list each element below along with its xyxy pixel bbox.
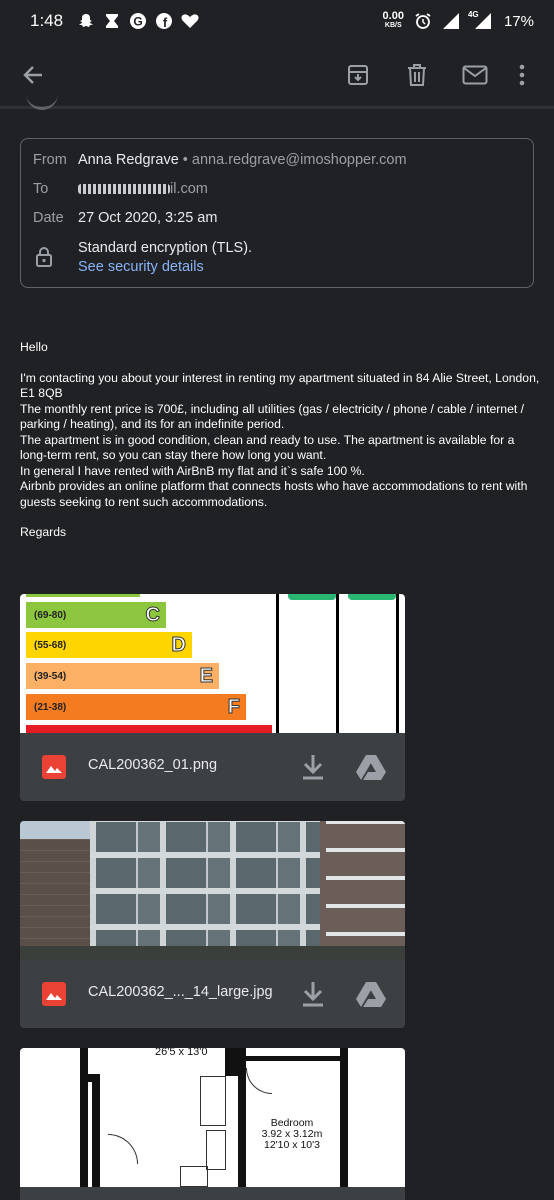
attachment-card[interactable] <box>20 594 405 801</box>
attachment-bar <box>20 1187 405 1200</box>
facebook-icon <box>155 12 173 30</box>
lock-icon <box>36 247 52 267</box>
energy-range: (55-68) <box>34 639 67 651</box>
download-icon[interactable] <box>300 980 326 1008</box>
message-body <box>20 340 540 541</box>
email-toolbar <box>0 42 554 108</box>
energy-row <box>26 632 192 658</box>
body-line: The monthly rent price is 700£, including all utilities (gas / electricity / phone / cable / internet / parking / heating), and its for an indefinite period. <box>20 401 525 431</box>
body-line: I'm contacting you about your interest in renting my apartment situated in 84 Alie Street, London, E1 8QB <box>20 370 540 400</box>
closing: Regards <box>20 525 67 539</box>
network-speed <box>383 12 404 30</box>
room-metric: 3.92 x 3.12m <box>261 1128 323 1140</box>
net-speed-value: 0.00 <box>382 10 404 22</box>
encryption-text: Standard encryption (TLS). <box>78 240 253 256</box>
archive-button[interactable] <box>341 58 375 92</box>
greeting: Hello <box>20 340 48 354</box>
floorplan-dimensions: 26'5 x 13'0 <box>155 1048 208 1058</box>
security-details-link[interactable]: See security details <box>78 259 204 275</box>
attachment-name: CAL200362_..._14_large.jpg <box>88 984 273 1000</box>
more-vert-icon <box>519 64 525 86</box>
attachment-preview-energy-chart[interactable] <box>20 594 405 733</box>
save-to-drive-icon[interactable] <box>356 753 386 781</box>
attachment-bar <box>20 960 405 1028</box>
date-label: Date <box>33 210 64 226</box>
message-details <box>20 138 534 288</box>
image-file-icon <box>42 982 66 1006</box>
energy-letter: F <box>227 695 240 718</box>
svg-text:f: f <box>162 15 168 30</box>
toolbar-divider <box>0 106 554 109</box>
back-button[interactable] <box>16 58 50 92</box>
energy-row <box>26 663 219 689</box>
attachment-preview-floorplan[interactable] <box>20 1048 405 1187</box>
lte-signal-icon <box>467 10 494 30</box>
to-label: To <box>33 181 49 197</box>
date-value: 27 Oct 2020, 3:25 am <box>78 210 218 226</box>
alarm-icon <box>414 12 432 30</box>
health-heart-icon <box>181 12 199 30</box>
notification-icons <box>77 12 199 30</box>
attachment-card[interactable] <box>20 1048 405 1200</box>
status-time: 1:48 <box>30 11 64 30</box>
energy-row <box>26 694 246 720</box>
from-separator: • <box>182 152 188 168</box>
status-bar <box>0 0 554 42</box>
energy-range: (69-80) <box>34 609 67 621</box>
room-label <box>252 1118 332 1151</box>
energy-letter: C <box>145 603 160 626</box>
to-value-tail: il.com <box>170 181 208 197</box>
mark-unread-button[interactable] <box>458 58 492 92</box>
redacted-recipient <box>78 184 170 194</box>
trash-icon <box>406 63 428 87</box>
energy-row <box>26 602 166 628</box>
archive-icon <box>346 63 370 87</box>
signal-icon <box>442 12 460 30</box>
attachment-card[interactable] <box>20 821 405 1028</box>
to-value[interactable] <box>78 181 208 197</box>
snapchat-icon <box>77 12 95 30</box>
from-label: From <box>33 152 67 168</box>
energy-letter: E <box>199 664 213 687</box>
save-to-drive-icon[interactable] <box>356 980 386 1008</box>
image-file-icon <box>42 755 66 779</box>
arrow-back-icon <box>22 64 44 86</box>
attachment-name: CAL200362_01.png <box>88 757 218 773</box>
sender-name[interactable]: Anna Redgrave <box>78 152 179 168</box>
room-name: Bedroom <box>270 1117 314 1129</box>
svg-text:G: G <box>133 14 143 29</box>
delete-button[interactable] <box>400 58 434 92</box>
mail-icon <box>462 65 488 85</box>
energy-range: (21-38) <box>34 701 67 713</box>
room-imperial: 12'10 x 10'3 <box>264 1139 320 1151</box>
hourglass-icon <box>103 12 121 30</box>
google-icon <box>129 12 147 30</box>
from-value <box>78 152 407 168</box>
body-line: Airbnb provides an online platform that connects hosts who have accommodations to rent with guests seeking to rent such accommodations. <box>20 479 528 509</box>
attachment-bar <box>20 733 405 801</box>
net-speed-unit: KB/S <box>384 22 402 29</box>
energy-range: (39-54) <box>34 670 67 682</box>
sender-email[interactable]: anna.redgrave@imoshopper.com <box>191 152 407 168</box>
battery-percent: 17% <box>503 12 534 30</box>
energy-letter: D <box>171 633 186 656</box>
more-options-button[interactable] <box>510 58 534 92</box>
body-line: The apartment is in good condition, clean and ready to use. The apartment is available for a long-term rent, so you can stay there how long you want. <box>20 432 515 462</box>
download-icon[interactable] <box>300 753 326 781</box>
attachment-preview-building-photo[interactable] <box>20 821 405 960</box>
network-type-label: 4G <box>467 10 479 19</box>
body-line: In general I have rented with AirBnB my flat and it`s safe 100 %. <box>20 463 365 478</box>
